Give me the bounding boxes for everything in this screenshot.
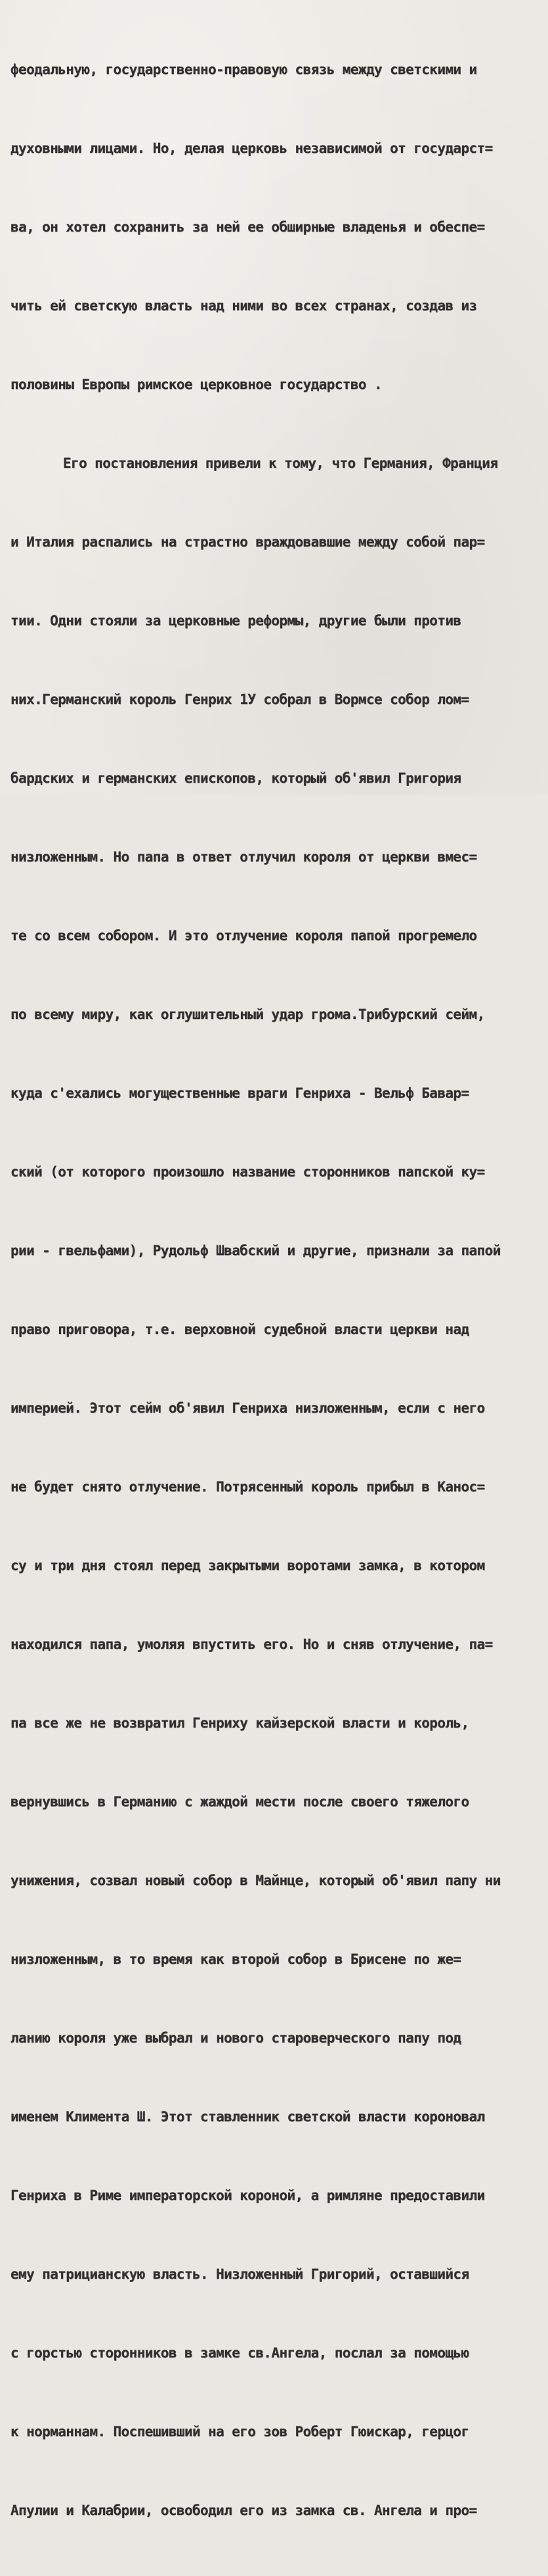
- text-line: к норманнам. Поспешивший на его зов Роберт Гюискар, герцог: [11, 2424, 469, 2440]
- paragraph-start-line: Его постановления привели к тому, что Германия, Франция: [63, 455, 498, 471]
- text-line: ланию короля уже выбрал и нового староверческого папу под: [11, 2030, 461, 2046]
- text-line: низложенным. Но папа в ответ отлучил короля от церкви вмес=: [11, 849, 477, 865]
- text-line: тии. Одни стояли за церковные реформы, другие были против: [11, 613, 461, 629]
- text-line: империей. Этот сейм об'явил Генриха низложенным, если с него: [11, 1400, 485, 1416]
- text-line: те со всем собором. И это отлучение короля папой прогремело: [11, 928, 477, 944]
- text-line: них.Германский король Генрих 1У собрал в Вормсе собор лом=: [11, 692, 469, 707]
- text-line: духовными лицами. Но, делая церковь независимой от государст=: [11, 140, 493, 156]
- text-line: ва, он хотел сохранить за ней ее обширные владенья и обеспе=: [11, 219, 485, 235]
- text-line: унижения, созвал новый собор в Майнце, который об'явил папу ни: [11, 1873, 501, 1888]
- text-line: по всему миру, как оглушительный удар грома.Трибурский сейм,: [11, 1007, 485, 1022]
- text-line: рии - гвельфами), Рудольф Швабский и другие, признали за папой: [11, 1243, 501, 1258]
- text-line: Генриха в Риме императорской короной, а римляне предоставили: [11, 2188, 485, 2203]
- document-text: [11, 4, 542, 2576]
- text-line: феодальную, государственно-правовую связь между светскими и: [11, 62, 477, 77]
- text-line: ский (от которого произошло название сторонников папской ку=: [11, 1164, 485, 1180]
- text-line: с горстью сторонников в замке св.Ангела, послал за помощью: [11, 2345, 469, 2361]
- text-line: ему патрицианскую власть. Низложенный Григорий, оставшийся: [11, 2266, 469, 2282]
- text-line: низложенным, в то время как второй собор в Брисене по же=: [11, 1951, 461, 1967]
- text-line: чить ей светскую власть над ними во всех странах, создав из: [11, 298, 477, 314]
- text-line: находился папа, умоляя впустить его. Но и сняв отлучение, па=: [11, 1636, 493, 1652]
- text-line: вернувшись в Германию с жаждой мести после своего тяжелого: [11, 1794, 469, 1810]
- text-line: право приговора, т.е. верховной судебной власти церкви над: [11, 1321, 469, 1337]
- text-line: именем Климента Ш. Этот ставленник светской власти короновал: [11, 2109, 485, 2125]
- text-line: куда с'ехались могущественные враги Генриха - Вельф Бавар=: [11, 1085, 469, 1101]
- text-line: не будет снято отлучение. Потрясенный король прибыл в Канос=: [11, 1479, 485, 1495]
- text-line: бардских и германских епископов, который об'явил Григория: [11, 770, 461, 786]
- text-line: Апулии и Калабрии, освободил его из замка св. Ангела и про=: [11, 2503, 477, 2518]
- text-line: половины Европы римское церковное государство .: [11, 377, 383, 392]
- text-line: па все же не возвратил Генриху кайзерской власти и король,: [11, 1715, 469, 1731]
- text-line: су и три дня стоял перед закрытыми воротами замка, в котором: [11, 1558, 485, 1573]
- text-line: и Италия распались на страстно враждовавшие между собой пар=: [11, 534, 485, 550]
